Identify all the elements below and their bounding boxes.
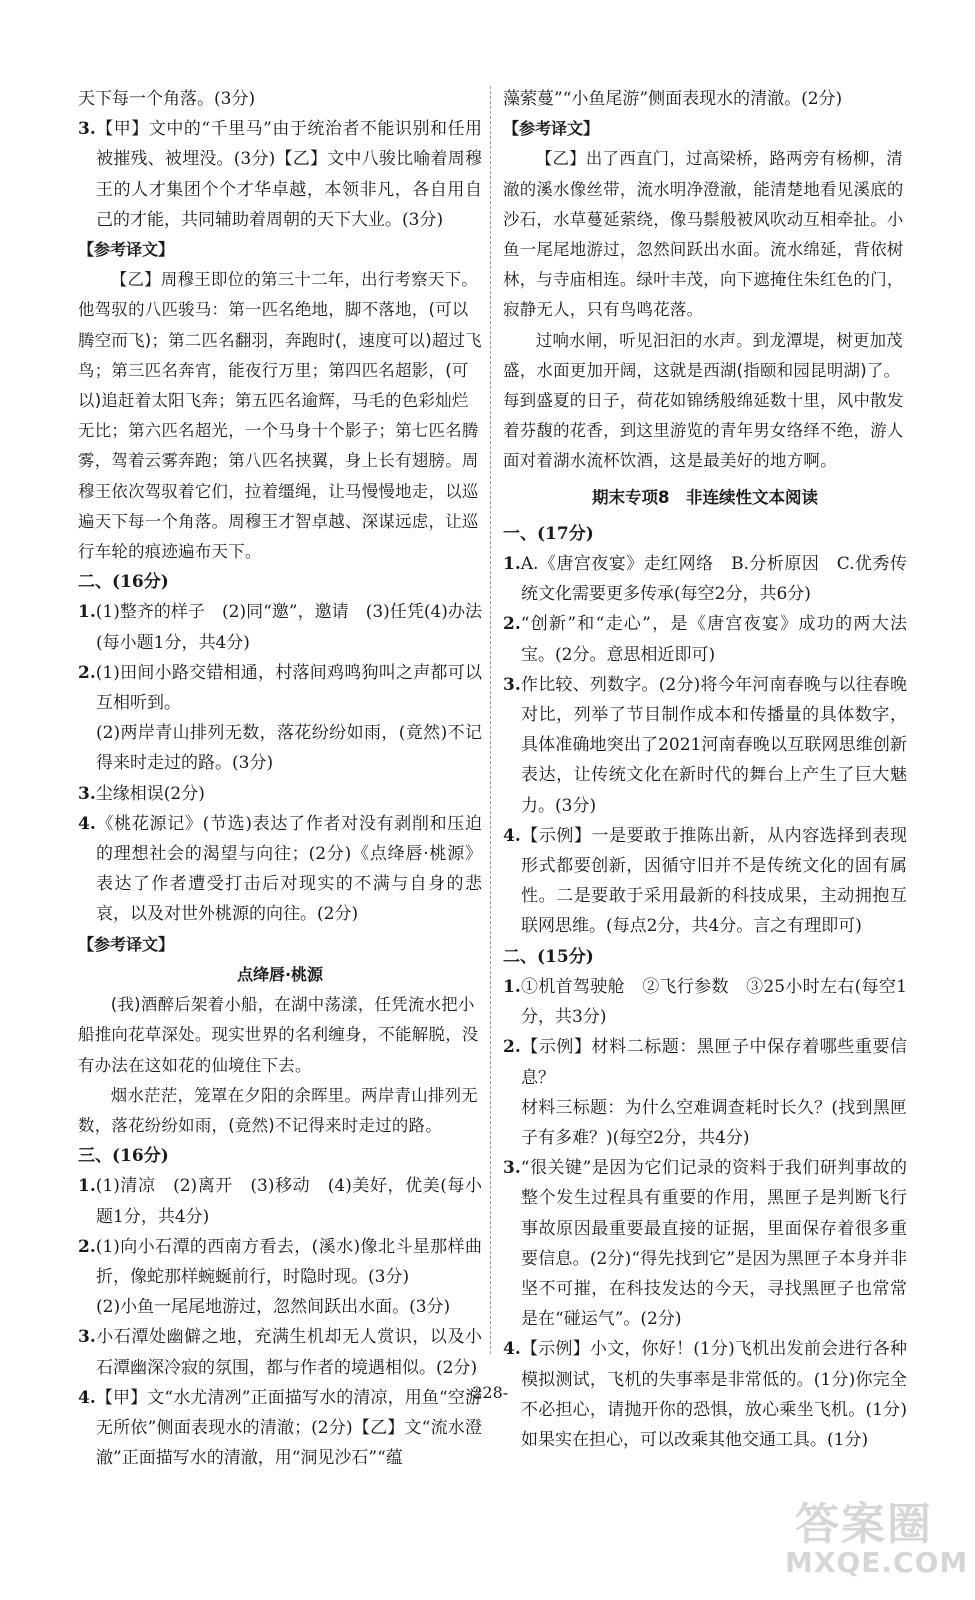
- section-heading: 二、(15分): [503, 946, 594, 967]
- item-number: 2.: [78, 662, 96, 683]
- reference-translation-heading: 【参考译文】: [78, 240, 175, 260]
- answer-text: 藻萦蔓”“小鱼尾游”侧面表现水的清澈。(2分): [503, 89, 843, 109]
- answer-text: (1)田间小路交错相通，村落间鸡鸣狗叫之声都可以互相听到。: [95, 662, 482, 714]
- answer-item: [78, 779, 482, 809]
- translation-paragraph: 过响水闸，听见汩汩的水声。到龙潭堤，树更加茂盛，水面更加开阔，这就是西湖(指颐和园昆明湖)了。每到盛夏的日子，荷花如锦绣般绵延数十里，风中散发着芬馥的花香，到这里游览的青年男女络绎不绝，游人面对着湖水流杯饮酒，这是最美好的地方啊。: [503, 330, 904, 471]
- right-column: [503, 84, 907, 1455]
- answer-item: [78, 597, 482, 657]
- item-number: 4.: [503, 825, 521, 846]
- answer-item: [503, 670, 907, 821]
- translation-paragraph: 【乙】周穆王即位的第三十二年，出行考察天下。他驾驭的八匹骏马：第一匹名绝地，脚不落地，(可以腾空而飞)；第二匹名翻羽，奔跑时(，速度可以)超过飞鸟；第三匹名奔宵，能夜行万里；第四匹名超影，(可以)追赶着太阳飞奔；第五匹名逾辉，马毛的色彩灿烂无比；第六匹名超光，一个马身十个影子；第七匹名腾雾，驾着云雾奔跑；第八匹名挟翼，身上长有翅膀。周穆王依次驾驭着它们，拉着缰绳，让马慢慢地走，以巡遍天下每一个角落。周穆王才智卓越、深谋远虑，让巡行车轮的痕迹遍布天下。: [78, 270, 482, 562]
- item-number: 3.: [503, 1158, 521, 1179]
- answer-item: [78, 114, 482, 235]
- answer-item: [503, 1032, 907, 1092]
- answer-text: A.《唐宫夜宴》走红网络 B.分析原因 C.优秀传统文化需要更多传承(每空2分，共6分): [520, 554, 907, 605]
- answer-text: 《桃花源记》(节选)表达了作者对没有剥削和压迫的理想社会的渴望与向往；(2分)《点绛唇·桃源》表达了作者遭受打击后对现实的不满与自身的悲哀，以及对世外桃源的向往。(2分): [95, 813, 482, 925]
- item-number: 2.: [503, 1037, 521, 1058]
- answer-text: 尘缘相误(2分): [95, 783, 205, 804]
- answer-item: [503, 549, 907, 609]
- answer-text: (1)向小石潭的西南方看去，(溪水)像北斗星那样曲折，像蛇那样蜿蜒前行，时隐时现。(3分): [95, 1236, 482, 1287]
- answer-text: “创新”和“走心”，是《唐宫夜宴》成功的两大法宝。(2分。意思相近即可): [520, 614, 907, 665]
- item-number: 2.: [78, 1236, 96, 1257]
- section-heading: 三、(16分): [78, 1146, 169, 1167]
- section-title: 期末专项8 非连续性文本阅读: [592, 487, 818, 507]
- answer-text: 材料三标题：为什么空难调查耗时长久？(找到黑匣子有多难？)(每空2分，共4分): [521, 1097, 907, 1148]
- reference-translation-heading: 【参考译文】: [503, 119, 600, 139]
- item-number: 1.: [503, 976, 521, 997]
- item-number: 3.: [503, 674, 521, 695]
- answer-text: 作比较、列数字。(2分)将今年河南春晚与以往春晚对比，列举了节目制作成本和传播量的具体数字，具体准确地突出了2021河南春晚以互联网思维创新表达，让传统文化在新时代的舞台上产生了巨大魅力。(3分): [520, 674, 907, 816]
- answer-item: [78, 809, 482, 930]
- column-divider: [490, 86, 491, 1354]
- reference-translation-heading: 【参考译文】: [78, 934, 175, 954]
- item-number: 3.: [78, 119, 96, 140]
- item-number: 4.: [78, 813, 96, 834]
- left-column: [78, 84, 482, 1473]
- answer-text: (2)小鱼一尾尾地游过，忽然间跃出水面。(3分): [96, 1297, 451, 1318]
- answer-text: “很关键”是因为它们记录的资料于我们研判事故的整个发生过程具有重要的作用，黑匣子是判断飞行事故原因最重要最直接的证据，里面保存着很多重要信息。(2分)“得先找到它”是因为黑匣子本身并非坚不可摧，在科技发达的今天，寻找黑匣子也常常是在“碰运气”。(2分): [520, 1158, 907, 1330]
- page-number: -228-: [466, 1383, 509, 1402]
- translation-paragraph: (我)酒醉后架着小船，在湖中荡漾，任凭流水把小船推向花草深处。现实世界的名利缠身，不能解脱，没有办法在这如花的仙境住下去。: [78, 995, 479, 1075]
- answer-text: 【示例】小文，你好！(1分)飞机出发前会进行各种模拟测试，飞机的失事率是非常低的。(1分)你完全不必担心，请抛开你的恐惧，放心乘坐飞机。(1分)如果实在担心，可以改乘其他交通工具。(1分): [520, 1339, 907, 1450]
- answer-text: 【甲】文中的“千里马”由于统治者不能识别和任用被摧残、被埋没。(3分)【乙】文中八骏比喻着周穆王的人才集团个个才华卓越，本领非凡，各自用自己的才能，共同辅助着周朝的天下大业。(3分): [95, 119, 482, 230]
- answer-item: [78, 1232, 482, 1292]
- item-number: 4.: [78, 1387, 96, 1408]
- answer-item: [78, 1171, 482, 1231]
- answer-item: [503, 821, 907, 942]
- translation-paragraph: 烟水茫茫，笼罩在夕阳的余晖里。两岸青山排列无数，落花纷纷如雨，(竟然)不记得来时走过的路。: [78, 1085, 478, 1135]
- answer-item: [78, 658, 482, 718]
- watermark-site-text: MXQE.COM: [785, 1546, 969, 1579]
- answer-text: ①机首驾驶舱 ②飞行参数 ③25小时左右(每空1分，共3分): [520, 976, 907, 1028]
- watermark-logo: [785, 1488, 969, 1588]
- answer-text: 小石潭处幽僻之地，充满生机却无人赏识，以及小石潭幽深冷寂的氛围，都与作者的境遇相似。(2分): [95, 1327, 482, 1378]
- answer-item: [503, 972, 907, 1032]
- answer-text: (1)整齐的样子 (2)同“邀”，邀请 (3)任凭(4)办法(每小题1分，共4分): [95, 602, 482, 653]
- section-heading: 一、(17分): [503, 523, 594, 544]
- answer-text: 【甲】文“水尤清冽”正面描写水的清凉，用鱼“空游无所依”侧面表现水的清澈；(2分)【乙】文“流水澄澈”正面描写水的清澈，用“洞见沙石”“蕴: [95, 1387, 482, 1469]
- section-heading: 二、(16分): [78, 572, 169, 593]
- answer-item: [78, 1322, 482, 1382]
- item-number: 3.: [78, 1327, 96, 1348]
- item-number: 3.: [78, 783, 96, 804]
- item-number: 1.: [78, 602, 96, 623]
- answer-text: 【示例】材料二标题：黑匣子中保存着哪些重要信息？: [520, 1037, 907, 1088]
- item-number: 2.: [503, 614, 521, 635]
- answer-text: 【示例】一是要敢于推陈出新，从内容选择到表现形式都要创新，因循守旧并不是传统文化的固有属性。二是要敢于采用最新的科技成果，主动拥抱互联网思维。(每点2分，共4分。言之有理即可): [520, 825, 907, 937]
- item-number: 1.: [503, 554, 521, 575]
- answer-item: [503, 609, 907, 669]
- answer-text: (2)两岸青山排列无数，落花纷纷如雨，(竟然)不记得来时走过的路。(3分): [96, 723, 482, 774]
- answer-text: (1)清凉 (2)离开 (3)移动 (4)美好，优美(每小题1分，共4分): [95, 1176, 482, 1227]
- poem-title: 点绛唇·桃源: [236, 964, 324, 984]
- item-number: 4.: [503, 1339, 521, 1360]
- answer-item: [503, 1153, 907, 1334]
- item-number: 1.: [78, 1176, 96, 1197]
- answer-text: 天下每一个角落。(3分): [78, 89, 256, 109]
- watermark-logo-text: 答案圈: [795, 1499, 933, 1550]
- translation-paragraph: 【乙】出了西直门，过高梁桥，路两旁有杨柳，清澈的溪水像丝带，流水明净澄澈，能清楚地看见溪底的沙石，水草蔓延萦绕，像马鬃般被风吹动互相牵扯。小鱼一尾尾地游过，忽然间跃出水面。流水绵延，背依树林，与寺庙相连。绿叶丰茂，向下遮掩住朱红色的门，寂静无人，只有鸟鸣花落。: [503, 149, 904, 320]
